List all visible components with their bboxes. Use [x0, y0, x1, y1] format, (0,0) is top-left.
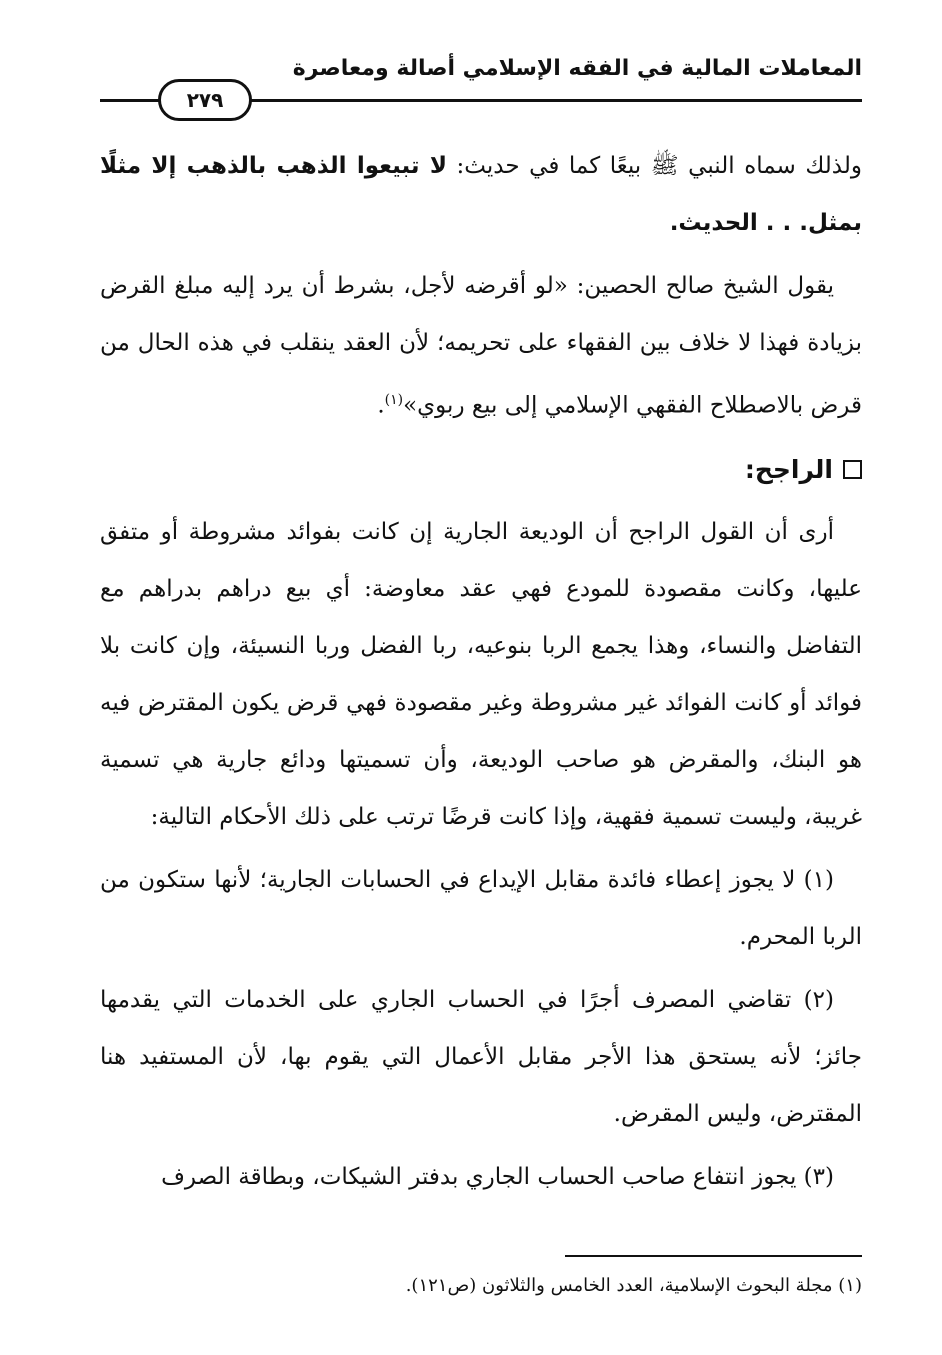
- footnote-marker: (١): [384, 392, 404, 408]
- section-heading: [100, 441, 862, 498]
- section-heading-text: الراجح:: [744, 454, 833, 484]
- running-header-title: المعاملات المالية في الفقه الإسلامي أصالة ومعاصرة: [292, 56, 862, 81]
- paragraph-end: .: [377, 392, 385, 419]
- footnote-1: (١) مجلة البحوث الإسلامية، العدد الخامس والثلاثون (ص١٢١).: [405, 1275, 862, 1296]
- footnote-separator: [565, 1255, 862, 1257]
- header-rule-left: [100, 99, 160, 102]
- paragraph-opinion: أرى أن القول الراجح أن الوديعة الجارية إن كانت بفوائد مشروطة أو متفق عليها، وكانت مقصودة للمودع فهي عقد معاوضة: أي بيع دراهم بدراهم مع التفاضل والنساء، وهذا يجمع الربا بنوعيه، ربا الفضل وربا النسيئة، وإن كانت بلا فوائد أو كانت الفوائد غير مشروطة وغير مقصودة فهي قرض يكون المقترض فيه هو البنك، والمقرض هو صاحب الوديعة، وأن تسميتها ودائع جارية هي تسمية غريبة، وليست تسمية فقهية، وإذا كانت قرضًا ترتب على ذلك الأحكام التالية:: [100, 518, 862, 830]
- paragraph-text: يقول الشيخ صالح الحصين: «لو أقرضه لأجل، بشرط أن يرد إليه مبلغ القرض بزيادة فهذا لا خلاف بين الفقهاء على تحريمه؛ لأن العقد ينقلب في هذه الحال من قرض بالاصطلاح الفقهي الإسلامي إلى بيع ربوي»: [100, 273, 862, 419]
- ruling-item-3: (٣) يجوز انتفاع صاحب الحساب الجاري بدفتر الشيكات، وبطاقة الصرف: [161, 1163, 834, 1190]
- ruling-item-1: (١) لا يجوز إعطاء فائدة مقابل الإيداع في الحسابات الجارية؛ لأنها ستكون من الربا المحرم.: [100, 866, 862, 950]
- ruling-item-2: (٢) تقاضي المصرف أجرًا في الحساب الجاري على الخدمات التي يقدمها جائز؛ لأنه يستحق هذا الأجر مقابل الأعمال التي يقوم بها، لأن المستفيد هنا المقترض، وليس المقرض.: [100, 986, 862, 1127]
- page-number-badge: ٢٧٩: [158, 79, 252, 121]
- header-rule: [248, 99, 862, 102]
- body-text: [100, 138, 862, 1212]
- paragraph-hadith: [100, 138, 862, 252]
- paragraph-quote-husayn: [100, 258, 862, 435]
- hadith-quote: لا تبيعوا الذهب بالذهب إلا مثلًا بمثل. . . الحديث.: [100, 153, 862, 236]
- square-bullet-icon: [843, 460, 862, 479]
- paragraph-text: ولذلك سماه النبي ﷺ بيعًا كما في حديث:: [446, 153, 862, 179]
